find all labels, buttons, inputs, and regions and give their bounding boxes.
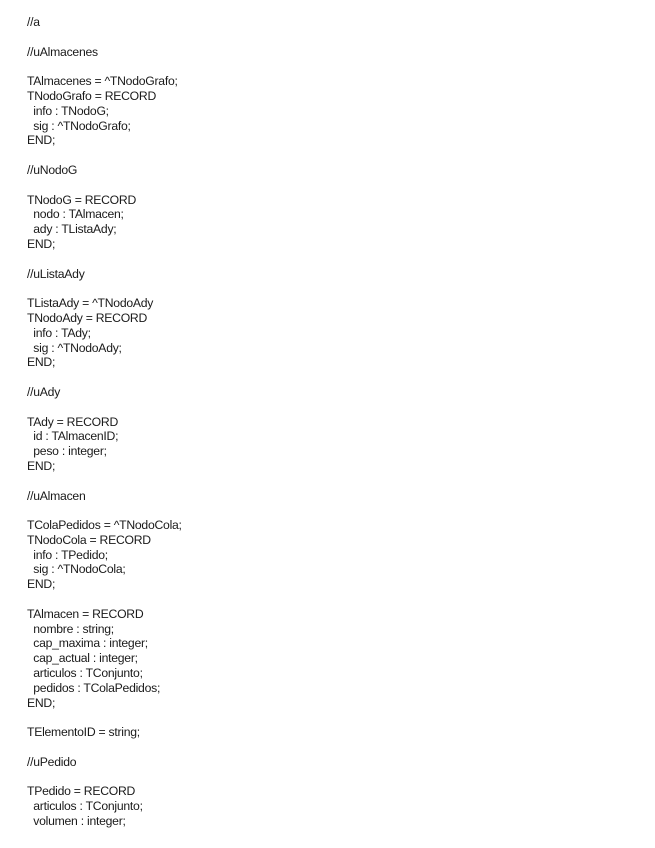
code-line: END; — [27, 133, 56, 148]
blank-line — [27, 370, 627, 385]
code-line: cap_maxima : integer; — [27, 636, 148, 651]
code-line: cap_actual : integer; — [27, 651, 138, 666]
blank-line — [27, 770, 627, 785]
blank-line — [27, 710, 627, 725]
blank-line — [27, 59, 627, 74]
blank-line — [27, 474, 627, 489]
blank-line — [27, 30, 627, 45]
code-line: info : TNodoG; — [27, 103, 109, 118]
code-line: TAdy = RECORD — [27, 414, 118, 429]
code-line: info : TAdy; — [27, 325, 91, 340]
code-line: END; — [27, 355, 56, 370]
code-line: ady : TListaAdy; — [27, 222, 117, 237]
code-line: TNodoCola = RECORD — [27, 532, 151, 547]
code-line: peso : integer; — [27, 444, 107, 459]
blank-line — [27, 400, 627, 415]
code-line: TNodoAdy = RECORD — [27, 310, 148, 325]
comment-line: //uNodoG — [27, 162, 78, 177]
code-line: TElementoID = string; — [27, 725, 140, 740]
code-line: TAlmacen = RECORD — [27, 606, 144, 621]
code-line: END; — [27, 577, 56, 592]
code-line: sig : ^TNodoGrafo; — [27, 118, 131, 133]
code-line: TPedido = RECORD — [27, 784, 136, 799]
code-line: articulos : TConjunto; — [27, 666, 143, 681]
code-line: id : TAlmacenID; — [27, 429, 119, 444]
comment-line: //uPedido — [27, 754, 77, 769]
code-line: volumen : integer; — [27, 814, 126, 829]
code-line: TNodoGrafo = RECORD — [27, 88, 157, 103]
code-line: sig : ^TNodoAdy; — [27, 340, 122, 355]
code-line: articulos : TConjunto; — [27, 799, 143, 814]
blank-line — [27, 148, 627, 163]
code-line: pedidos : TColaPedidos; — [27, 680, 161, 695]
code-document — [27, 15, 627, 829]
blank-line — [27, 592, 627, 607]
blank-line — [27, 178, 627, 193]
code-line: END; — [27, 695, 56, 710]
code-line: TListaAdy = ^TNodoAdy — [27, 296, 154, 311]
code-line: info : TPedido; — [27, 547, 108, 562]
code-line: TAlmacenes = ^TNodoGrafo; — [27, 74, 178, 89]
comment-line: //uAdy — [27, 384, 61, 399]
comment-line: //a — [27, 15, 40, 29]
code-line: sig : ^TNodoCola; — [27, 562, 126, 577]
code-line: nodo : TAlmacen; — [27, 207, 124, 222]
code-line: END; — [27, 236, 56, 251]
code-line: nombre : string; — [27, 621, 114, 636]
blank-line — [27, 503, 627, 518]
code-line: TColaPedidos = ^TNodoCola; — [27, 518, 182, 533]
blank-line — [27, 281, 627, 296]
blank-line — [27, 252, 627, 267]
code-line: END; — [27, 458, 56, 473]
blank-line — [27, 740, 627, 755]
comment-line: //uListaAdy — [27, 266, 85, 281]
code-line: TNodoG = RECORD — [27, 192, 137, 207]
comment-line: //uAlmacen — [27, 488, 86, 503]
comment-line: //uAlmacenes — [27, 44, 98, 59]
